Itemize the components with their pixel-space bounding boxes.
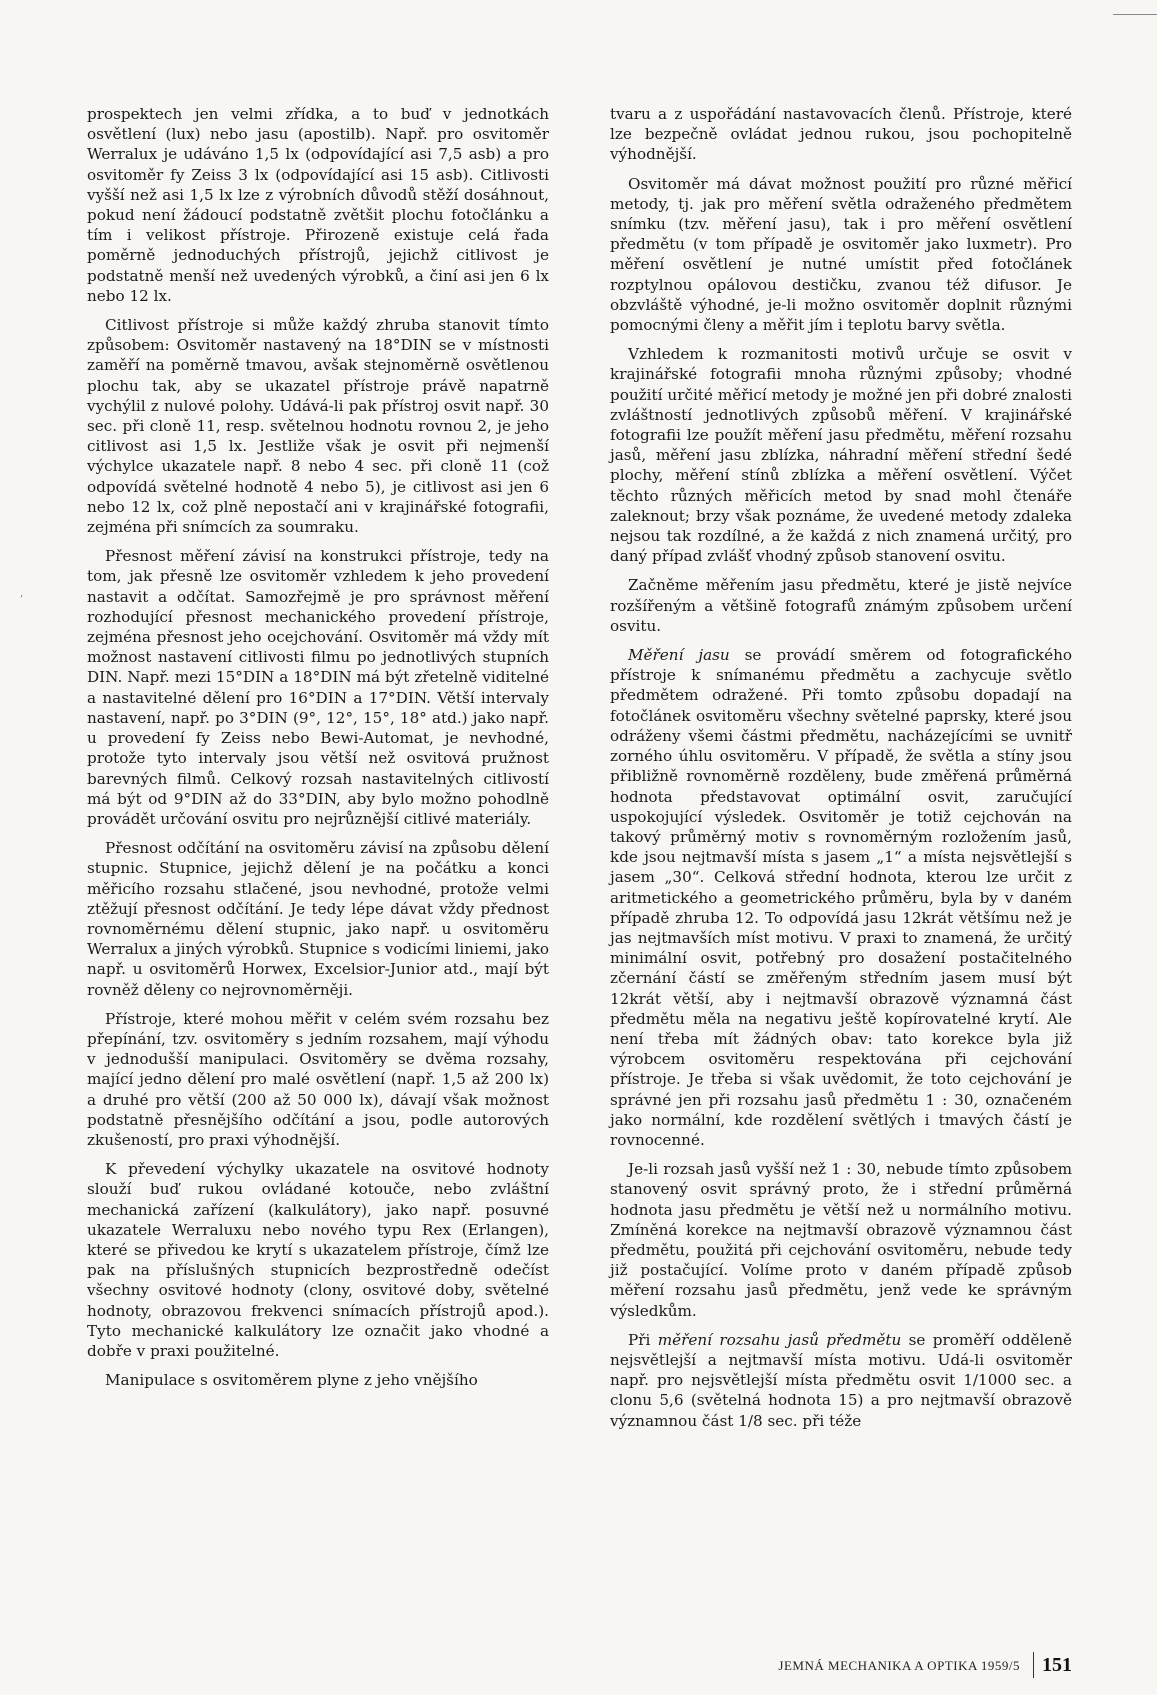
journal-title: JEMNÁ MECHANIKA A OPTIKA 1959/5 bbox=[778, 1658, 1020, 1673]
paragraph: Přesnost odčítání na osvitoměru závisí na způsobu dělení stupnic. Stupnice, jejichž dělení je na počátku a konci měřicího rozsahu stlačené, jsou nevhodné, protože velmi ztěžují přesnost odčítání. Je tedy lépe dávat vždy přednost rovnoměrnému dělení stupnic, jako např. u osvitoměru Werralux a jiných výrobků. Stupnice s vodicími liniemi, jako např. u osvitoměrů Horwex, Excelsior-Junior atd., mají být rovněž děleny co nejrovnoměrněji. bbox=[87, 839, 549, 999]
left-column bbox=[87, 104, 549, 1399]
paragraph: Začněme měřením jasu předmětu, které je jistě nejvíce rozšířeným a většině fotografů známým způsobem určení osvitu. bbox=[610, 576, 1072, 635]
paragraph: Přístroje, které mohou měřit v celém svém rozsahu bez přepínání, tzv. osvitoměry s jedním rozsahem, mají výhodu v jednodušší manipulaci. Osvitoměry se dvěma rozsahy, mající jedno dělení pro malé osvětlení (např. 1,5 až 200 lx) a druhé pro větší (200 až 50 000 lx), dávají však možnost podstatně přesnějšího odčítání a jsou, podle autorových zkušeností, pro praxi výhodnější. bbox=[87, 1009, 549, 1149]
paragraph-text: se proměří odděleně nejsvětlejší a nejtmavší místa motivu. Udá-li osvitoměr např. pro nejsvětlejší místa předmětu osvit 1/1000 sec. a clonu 5,6 (světelná hodnota 15) a pro nejtmavší obrazově významnou část 1/8 sec. při téže bbox=[610, 1330, 1072, 1430]
paragraph: Přesnost měření závisí na konstrukci přístroje, tedy na tom, jak přesně lze osvitoměr vzhledem k jeho provedení nastavit a odčítat. Samozřejmě je pro správnost měření rozhodující přesnost mechanického provedení přístroje, zejména přesnost jeho ocejchování. Osvitoměr má vždy mít možnost nastavení citlivosti filmu po jednotlivých stupních DIN. Např. mezi 15°DIN a 18°DIN má být zřetelně viditelné a nastavitelné dělení pro 16°DIN a 17°DIN. Větší intervaly nastavení, např. po 3°DIN (9°, 12°, 15°, 18° atd.) jako např. u provedení fy Zeiss nebo Bewi-Automat, je nevhodné, protože tyto intervaly jsou větší než osvitová pružnost barevných filmů. Celkový rozsah nastavitelných citlivostí má být od 9°DIN až do 33°DIN, aby bylo možno pohodlně provádět určování osvitu pro nejrůznější citlivé materiály. bbox=[87, 547, 549, 828]
paragraph: Osvitoměr má dávat možnost použití pro různé měřicí metody, tj. jak pro měření světla odraženého předmětem snímku (tzv. měření jasu), tak i pro měření osvětlení předmětu (v tom případě je osvitoměr jako luxmetr). Pro měření osvětlení je nutné umístit před fotočlánek rozptylnou opálovou destičku, zvanou též difusor. Je obzvláště výhodné, je-li možno osvitoměr doplnit různými pomocnými členy a měřit jím i teplotu barvy světla. bbox=[610, 174, 1072, 335]
paragraph: Vzhledem k rozmanitosti motivů určuje se osvit v krajinářské fotografii mnoha různými způsoby; vhodné použití určité měřicí metody je možné jen při dobré znalosti zvláštností jednotlivých způsobů měření. V krajinářské fotografii lze použít měření jasu předmětu, měření rozsahu jasů, měření jasu zblízka, náhradní měření střední šedé plochy, měření stínů zblízka a měření osvětlení. Výčet těchto různých měřicích metod by snad mohl čtenáře zaleknout; brzy však poznáme, že uvedené metody zdaleka nejsou tak rozdílné, a že každá z nich znamená určitý, pro daný případ zvlášť vhodný způsob stanovení osvitu. bbox=[610, 345, 1072, 566]
right-column bbox=[610, 104, 1072, 1440]
paragraph: Manipulace s osvitoměrem plyne z jeho vnějšího bbox=[105, 1371, 478, 1390]
paragraph: Citlivost přístroje si může každý zhruba stanovit tímto způsobem: Osvitoměr nastavený na 18°DIN se v místnosti zaměří na poměrně tmavou, avšak stejnoměrně osvětlenou plochu tak, aby se ukazatel přístroje právě napatrně vychýlil z nulové polohy. Udává-li pak přístroj osvit např. 30 sec. při cloně 11, resp. světelnou hodnotu rovnou 2, je jeho citlivost asi 1,5 lx. Jestliže však je osvit při nejmenší výchylce ukazatele např. 8 nebo 4 sec. při cloně 11 (což odpovídá světelné hodnotě 4 nebo 5), je citlivost asi jen 6 nebo 12 lx, což plně nepostačí ani v krajinářské fotografii, zejména při snímcích za soumraku. bbox=[87, 316, 549, 537]
paragraph bbox=[610, 645, 1072, 1150]
margin-mark: ‚ bbox=[20, 588, 24, 599]
page-body bbox=[72, 104, 1092, 1604]
page-number: 151 bbox=[1042, 1654, 1072, 1676]
page-footer bbox=[700, 1652, 1100, 1680]
paragraph-text: se provádí směrem od fotografického přístroje k snímanému předmětu a zachycuje světlo předmětem odražené. Při tomto způsobu dopadají na fotočlánek osvitoměru všechny světelné paprsky, které jsou odráženy všemi částmi předmětu, nacházejícími se uvnitř zorného úhlu osvitoměru. V případě, že světla a stíny jsou přibližně rovnoměrně rozděleny, bude změřená průměrná hodnota představovat optimální osvit, zaručující uspokojující výsledek. Osvitoměr je totiž cejchován na takový průměrný motiv s rovnoměrným rozložením jasů, kde jsou nejtmavší místa s jasem „1“ a místa nejsvětlejší s jasem „30“. Celková střední hodnota, kterou lze určit z aritmetického a geometrického průměru, byla by v daném případě zhruba 12. To odpovídá jasu 12krát většímu než je jas nejtmavších míst motivu. V praxi to znamená, že určitý minimální osvit, potřebný pro dosažení postačitelného zčernání částí se změřeným středním jasem musí být 12krát větší, aby i nejtmavší obrazově významná část předmětu měla na negativu ještě kopírovatelné krytí. Ale není třeba mít žádných obav: tato korekce byla již výrobcem osvitoměru respektována při cejchování přístroje. Je třeba si však uvědomit, že toto cejchování je správné jen při rozsahu jasů předmětu 1 : 30, označeném jako normální, kde rozdělení světlých i tmavých částí je rovnocenné. bbox=[610, 646, 1072, 1149]
footer-divider bbox=[1033, 1652, 1034, 1678]
paragraph bbox=[610, 1330, 1072, 1431]
paragraph: prospektech jen velmi zřídka, a to buď v jednotkách osvětlení (lux) nebo jasu (apostilb). Např. pro osvitoměr Werralux je udáváno 1,5 lx (odpovídající asi 7,5 asb) a pro osvitoměr fy Zeiss 3 lx (odpovídající asi 15 asb). Citlivosti vyšší než asi 1,5 lx lze z výrobních důvodů stěží dosáhnout, pokud není žádoucí podstatně zvětšit plochu fotočlánku a tím i velikost přístroje. Přirozeně existuje celá řada poměrně jednoduchých přístrojů, jejichž citlivost je podstatně menší než uvedených výrobků, a činí asi jen 6 lx nebo 12 lx. bbox=[87, 105, 549, 305]
emphasized-term: měření rozsahu jasů předmětu bbox=[657, 1330, 902, 1349]
paragraph: tvaru a z uspořádání nastavovacích členů. Přístroje, které lze bezpečně ovládat jednou rukou, jsou pochopitelně výhodnější. bbox=[610, 105, 1072, 164]
paragraph: Je-li rozsah jasů vyšší než 1 : 30, nebude tímto způsobem stanovený osvit správný proto, že i střední průměrná hodnota jasu předmětu je větší než u normálního motivu. Zmíněná korekce na nejtmavší obrazově významnou část předmětu, použitá při cejchování osvitoměru, nebude tedy již postačující. Volíme proto v daném případě způsob měření rozsahu jasů předmětu, jenž vede ke správným výsledkům. bbox=[610, 1160, 1072, 1320]
paragraph: K převedení výchylky ukazatele na osvitové hodnoty slouží buď rukou ovládané kotouče, nebo zvláštní mechanická zařízení (kalkulátory), jako např. posuvné ukazatele Werraluxu nebo nového typu Rex (Erlangen), které se přivedou ke krytí s ukazatelem přístroje, čímž lze pak na příslušných stupnicích bezprostředně odečíst všechny osvitové hodnoty (clony, osvitové doby, světelné hodnoty, obrazovou frekvenci snímacích přístrojů apod.). Tyto mechanické kalkulátory lze označit jako vhodné a dobře v praxi použitelné. bbox=[87, 1160, 549, 1360]
paragraph-lead: Při bbox=[628, 1330, 658, 1349]
emphasized-term: Měření jasu bbox=[628, 646, 730, 665]
top-edge-rule bbox=[1113, 0, 1157, 15]
